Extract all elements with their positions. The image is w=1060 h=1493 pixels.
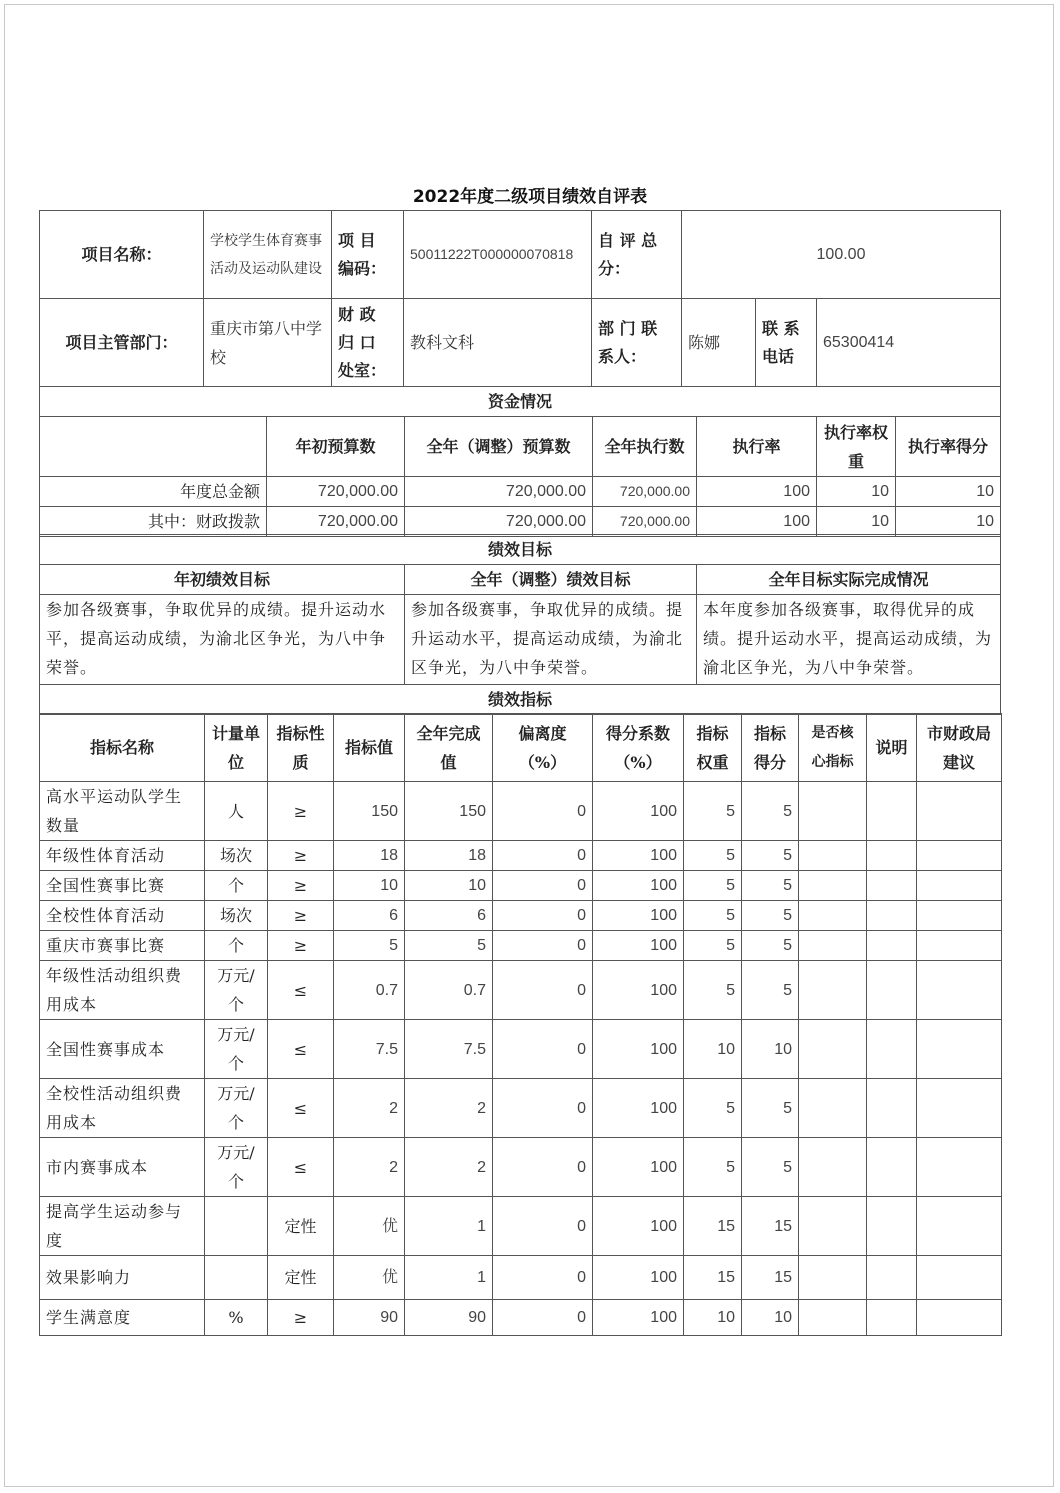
- contact-label: 部 门 联 系人：: [592, 299, 682, 387]
- dept-label: 项目主管部门：: [40, 299, 204, 387]
- indicator-cell: 0: [493, 1300, 593, 1336]
- indicator-cell: 个: [205, 871, 268, 901]
- indicator-cell: [799, 1197, 867, 1256]
- indicator-row: [40, 961, 1002, 1020]
- indicator-cell: 100: [593, 1020, 684, 1079]
- indicator-cell: 0.7: [405, 961, 493, 1020]
- indicator-cell: ≤: [268, 1079, 334, 1138]
- funds-row-label: 年度总金额: [40, 477, 267, 507]
- self-score: 100.00: [682, 211, 1001, 299]
- dept: 重庆市第八中学校: [204, 299, 332, 387]
- indicator-cell: 0: [493, 1197, 593, 1256]
- goals-col-header: 年初绩效目标: [40, 565, 405, 595]
- indicators-section-title: 绩效指标: [40, 685, 1001, 715]
- indicator-row: [40, 1079, 1002, 1138]
- indicator-cell: 5: [334, 931, 405, 961]
- funds-cell: 10: [817, 477, 896, 507]
- indicator-cell: 5: [742, 1138, 799, 1197]
- indicator-cell: [917, 1300, 1002, 1336]
- indicator-cell: 5: [684, 931, 742, 961]
- indicator-col-header: 市财政局建议: [917, 714, 1002, 782]
- indicator-row: [40, 1300, 1002, 1336]
- indicator-name: 全国性赛事成本: [40, 1020, 205, 1079]
- indicator-col-header: 计量单位: [205, 714, 268, 782]
- indicator-cell: 0: [493, 1079, 593, 1138]
- indicator-cell: 场次: [205, 901, 268, 931]
- indicator-cell: 15: [742, 1256, 799, 1300]
- goal-text-initial: 参加各级赛事，争取优异的成绩。提升运动水平，提高运动成绩，为渝北区争光，为八中争荣誉。: [40, 595, 405, 685]
- indicator-cell: 5: [684, 961, 742, 1020]
- funds-cell: 100: [697, 477, 817, 507]
- funds-col-header: 执行率得分: [896, 417, 1001, 477]
- funds-cell: 720,000.00: [405, 507, 593, 537]
- indicator-name: 重庆市赛事比赛: [40, 931, 205, 961]
- indicator-name: 效果影响力: [40, 1256, 205, 1300]
- indicator-col-header: 指标权重: [684, 714, 742, 782]
- funds-table: [39, 386, 1001, 537]
- indicator-cell: 90: [334, 1300, 405, 1336]
- indicator-cell: [867, 782, 917, 841]
- project-name: 学校学生体育赛事活动及运动队建设: [204, 211, 332, 299]
- indicator-cell: 18: [334, 841, 405, 871]
- indicator-cell: 5: [405, 931, 493, 961]
- indicator-cell: 5: [684, 782, 742, 841]
- indicator-cell: ≤: [268, 1020, 334, 1079]
- funds-cell: 10: [896, 507, 1001, 537]
- indicator-cell: 0: [493, 1020, 593, 1079]
- indicator-cell: 5: [742, 901, 799, 931]
- indicator-cell: [799, 871, 867, 901]
- indicator-cell: 6: [334, 901, 405, 931]
- indicator-cell: 5: [742, 841, 799, 871]
- indicator-col-header: 偏离度（%）: [493, 714, 593, 782]
- indicator-cell: 优: [334, 1197, 405, 1256]
- indicator-cell: 定性: [268, 1256, 334, 1300]
- funds-corner: [40, 417, 267, 477]
- funds-cell: 720,000.00: [593, 507, 697, 537]
- indicator-col-header: 说明: [867, 714, 917, 782]
- indicator-row: [40, 1197, 1002, 1256]
- indicator-col-header: 指标名称: [40, 714, 205, 782]
- indicator-cell: ≥: [268, 841, 334, 871]
- indicator-cell: [867, 961, 917, 1020]
- indicator-cell: 万元/个: [205, 1138, 268, 1197]
- indicator-cell: ≤: [268, 1138, 334, 1197]
- funds-col-header: 执行率权重: [817, 417, 896, 477]
- indicator-cell: 2: [334, 1079, 405, 1138]
- header-table: [39, 210, 1001, 387]
- finance-office: 教科文科: [404, 299, 592, 387]
- indicator-name: 全校性活动组织费用成本: [40, 1079, 205, 1138]
- indicator-cell: 10: [334, 871, 405, 901]
- indicator-cell: [799, 1300, 867, 1336]
- indicator-cell: 100: [593, 1300, 684, 1336]
- indicator-cell: 10: [742, 1300, 799, 1336]
- indicator-row: [40, 782, 1002, 841]
- indicator-cell: 5: [684, 1138, 742, 1197]
- indicator-cell: 150: [405, 782, 493, 841]
- goals-table: [39, 534, 1001, 715]
- funds-cell: 720,000.00: [405, 477, 593, 507]
- funds-cell: 10: [817, 507, 896, 537]
- goals-col-header: 全年目标实际完成情况: [697, 565, 1001, 595]
- funds-col-header: 年初预算数: [267, 417, 405, 477]
- funds-col-header: 全年（调整）预算数: [405, 417, 593, 477]
- indicator-cell: 定性: [268, 1197, 334, 1256]
- indicator-cell: [867, 1079, 917, 1138]
- indicator-cell: [799, 1138, 867, 1197]
- indicator-cell: 100: [593, 782, 684, 841]
- indicator-cell: 100: [593, 871, 684, 901]
- project-code: 50011222T000000070818: [404, 211, 592, 299]
- indicator-cell: 2: [405, 1079, 493, 1138]
- indicator-cell: 万元/个: [205, 961, 268, 1020]
- indicator-cell: 10: [742, 1020, 799, 1079]
- indicator-cell: 场次: [205, 841, 268, 871]
- indicator-cell: 个: [205, 931, 268, 961]
- page-title: 2022年度二级项目绩效自评表: [412, 187, 648, 207]
- indicator-cell: 人: [205, 782, 268, 841]
- indicator-cell: [799, 1079, 867, 1138]
- indicator-cell: 10: [684, 1300, 742, 1336]
- indicator-cell: 5: [684, 871, 742, 901]
- indicator-col-header: 指标性质: [268, 714, 334, 782]
- indicator-cell: ≥: [268, 871, 334, 901]
- indicator-cell: [917, 1256, 1002, 1300]
- indicator-cell: 5: [742, 1079, 799, 1138]
- indicator-cell: 优: [334, 1256, 405, 1300]
- indicator-name: 年级性活动组织费用成本: [40, 961, 205, 1020]
- indicator-cell: 150: [334, 782, 405, 841]
- indicator-cell: [917, 871, 1002, 901]
- indicator-cell: [867, 931, 917, 961]
- goals-section-title: 绩效目标: [40, 535, 1001, 565]
- indicator-col-header: 是否核心指标: [799, 714, 867, 782]
- indicator-cell: 100: [593, 901, 684, 931]
- indicator-cell: [867, 1020, 917, 1079]
- indicator-cell: 2: [334, 1138, 405, 1197]
- indicator-cell: [867, 1138, 917, 1197]
- indicator-cell: ≥: [268, 901, 334, 931]
- indicator-cell: [205, 1197, 268, 1256]
- indicator-col-header: 指标值: [334, 714, 405, 782]
- indicator-cell: 0: [493, 961, 593, 1020]
- indicator-cell: 100: [593, 1138, 684, 1197]
- indicator-cell: 5: [742, 961, 799, 1020]
- funds-row-label: 其中：财政拨款: [40, 507, 267, 537]
- indicator-cell: [867, 871, 917, 901]
- project-code-label: 项 目 编码：: [332, 211, 404, 299]
- indicator-cell: [867, 1197, 917, 1256]
- indicator-cell: 100: [593, 1197, 684, 1256]
- indicator-cell: [867, 901, 917, 931]
- indicator-cell: 0: [493, 931, 593, 961]
- indicator-name: 提高学生运动参与度: [40, 1197, 205, 1256]
- indicator-cell: [917, 1197, 1002, 1256]
- indicator-row: [40, 931, 1002, 961]
- indicator-cell: [799, 782, 867, 841]
- indicator-name: 年级性体育活动: [40, 841, 205, 871]
- indicator-cell: 2: [405, 1138, 493, 1197]
- indicator-name: 全校性体育活动: [40, 901, 205, 931]
- indicator-cell: 7.5: [334, 1020, 405, 1079]
- indicator-cell: 0: [493, 782, 593, 841]
- indicator-cell: 0.7: [334, 961, 405, 1020]
- indicator-cell: [799, 931, 867, 961]
- indicator-cell: [917, 901, 1002, 931]
- indicator-cell: 5: [742, 871, 799, 901]
- indicator-name: 市内赛事成本: [40, 1138, 205, 1197]
- indicator-row: [40, 901, 1002, 931]
- indicator-cell: [917, 931, 1002, 961]
- indicator-cell: [917, 961, 1002, 1020]
- indicator-col-header: 得分系数（%）: [593, 714, 684, 782]
- indicator-col-header: 全年完成值: [405, 714, 493, 782]
- funds-section-title: 资金情况: [40, 387, 1001, 417]
- indicator-cell: 100: [593, 841, 684, 871]
- indicator-cell: 0: [493, 1138, 593, 1197]
- indicator-cell: [917, 1020, 1002, 1079]
- indicator-cell: 10: [684, 1020, 742, 1079]
- indicator-row: [40, 1256, 1002, 1300]
- indicator-cell: 18: [405, 841, 493, 871]
- indicator-cell: [867, 1256, 917, 1300]
- indicator-cell: [917, 1138, 1002, 1197]
- indicator-cell: 5: [742, 931, 799, 961]
- indicator-cell: 100: [593, 931, 684, 961]
- indicator-cell: 0: [493, 841, 593, 871]
- goal-text-actual: 本年度参加各级赛事，取得优异的成绩。提升运动水平，提高运动成绩，为渝北区争光，为八中争荣誉。: [697, 595, 1001, 685]
- goals-col-header: 全年（调整）绩效目标: [405, 565, 697, 595]
- indicator-cell: 15: [684, 1256, 742, 1300]
- indicator-cell: 0: [493, 1256, 593, 1300]
- indicator-col-header: 指标得分: [742, 714, 799, 782]
- indicator-cell: 5: [684, 901, 742, 931]
- indicator-cell: [799, 1020, 867, 1079]
- indicator-cell: 0: [493, 871, 593, 901]
- goal-text-adjusted: 参加各级赛事，争取优异的成绩。提升运动水平，提高运动成绩，为渝北区争光，为八中争荣誉。: [405, 595, 697, 685]
- indicator-cell: ≤: [268, 961, 334, 1020]
- funds-col-header: 全年执行数: [593, 417, 697, 477]
- indicator-cell: [205, 1256, 268, 1300]
- indicator-cell: [917, 1079, 1002, 1138]
- indicator-cell: [867, 1300, 917, 1336]
- indicator-cell: [867, 841, 917, 871]
- indicator-cell: 15: [742, 1197, 799, 1256]
- indicator-cell: ≥: [268, 931, 334, 961]
- indicator-cell: 6: [405, 901, 493, 931]
- indicator-cell: 万元/个: [205, 1020, 268, 1079]
- indicator-name: 高水平运动队学生数量: [40, 782, 205, 841]
- phone-label: 联 系 电话: [756, 299, 817, 387]
- indicator-cell: [917, 841, 1002, 871]
- indicator-name: 全国性赛事比赛: [40, 871, 205, 901]
- self-score-label: 自 评 总 分：: [592, 211, 682, 299]
- indicator-cell: 10: [405, 871, 493, 901]
- finance-office-label: 财 政 归 口 处室：: [332, 299, 404, 387]
- funds-cell: 720,000.00: [267, 507, 405, 537]
- indicator-cell: [799, 841, 867, 871]
- funds-cell: 720,000.00: [593, 477, 697, 507]
- indicator-row: [40, 841, 1002, 871]
- funds-cell: 720,000.00: [267, 477, 405, 507]
- funds-col-header: 执行率: [697, 417, 817, 477]
- project-name-label: 项目名称：: [40, 211, 204, 299]
- funds-cell: 10: [896, 477, 1001, 507]
- indicator-cell: 100: [593, 1079, 684, 1138]
- indicator-cell: ≥: [268, 1300, 334, 1336]
- indicator-cell: [799, 1256, 867, 1300]
- indicator-cell: %: [205, 1300, 268, 1336]
- indicator-cell: 万元/个: [205, 1079, 268, 1138]
- indicator-cell: 1: [405, 1256, 493, 1300]
- indicator-row: [40, 871, 1002, 901]
- indicator-cell: 100: [593, 1256, 684, 1300]
- indicator-cell: 5: [684, 841, 742, 871]
- indicator-row: [40, 1020, 1002, 1079]
- indicators-table: [39, 713, 1002, 1336]
- indicator-cell: 5: [684, 1079, 742, 1138]
- indicator-cell: 7.5: [405, 1020, 493, 1079]
- indicator-name: 学生满意度: [40, 1300, 205, 1336]
- indicator-cell: [799, 901, 867, 931]
- indicator-cell: 90: [405, 1300, 493, 1336]
- indicator-cell: 100: [593, 961, 684, 1020]
- funds-cell: 100: [697, 507, 817, 537]
- indicator-cell: 15: [684, 1197, 742, 1256]
- indicator-cell: 1: [405, 1197, 493, 1256]
- phone: 65300414: [817, 299, 1001, 387]
- indicator-cell: [917, 782, 1002, 841]
- indicator-cell: ≥: [268, 782, 334, 841]
- indicator-cell: 0: [493, 901, 593, 931]
- contact: 陈娜: [682, 299, 756, 387]
- indicator-row: [40, 1138, 1002, 1197]
- indicator-cell: 5: [742, 782, 799, 841]
- indicator-cell: [799, 961, 867, 1020]
